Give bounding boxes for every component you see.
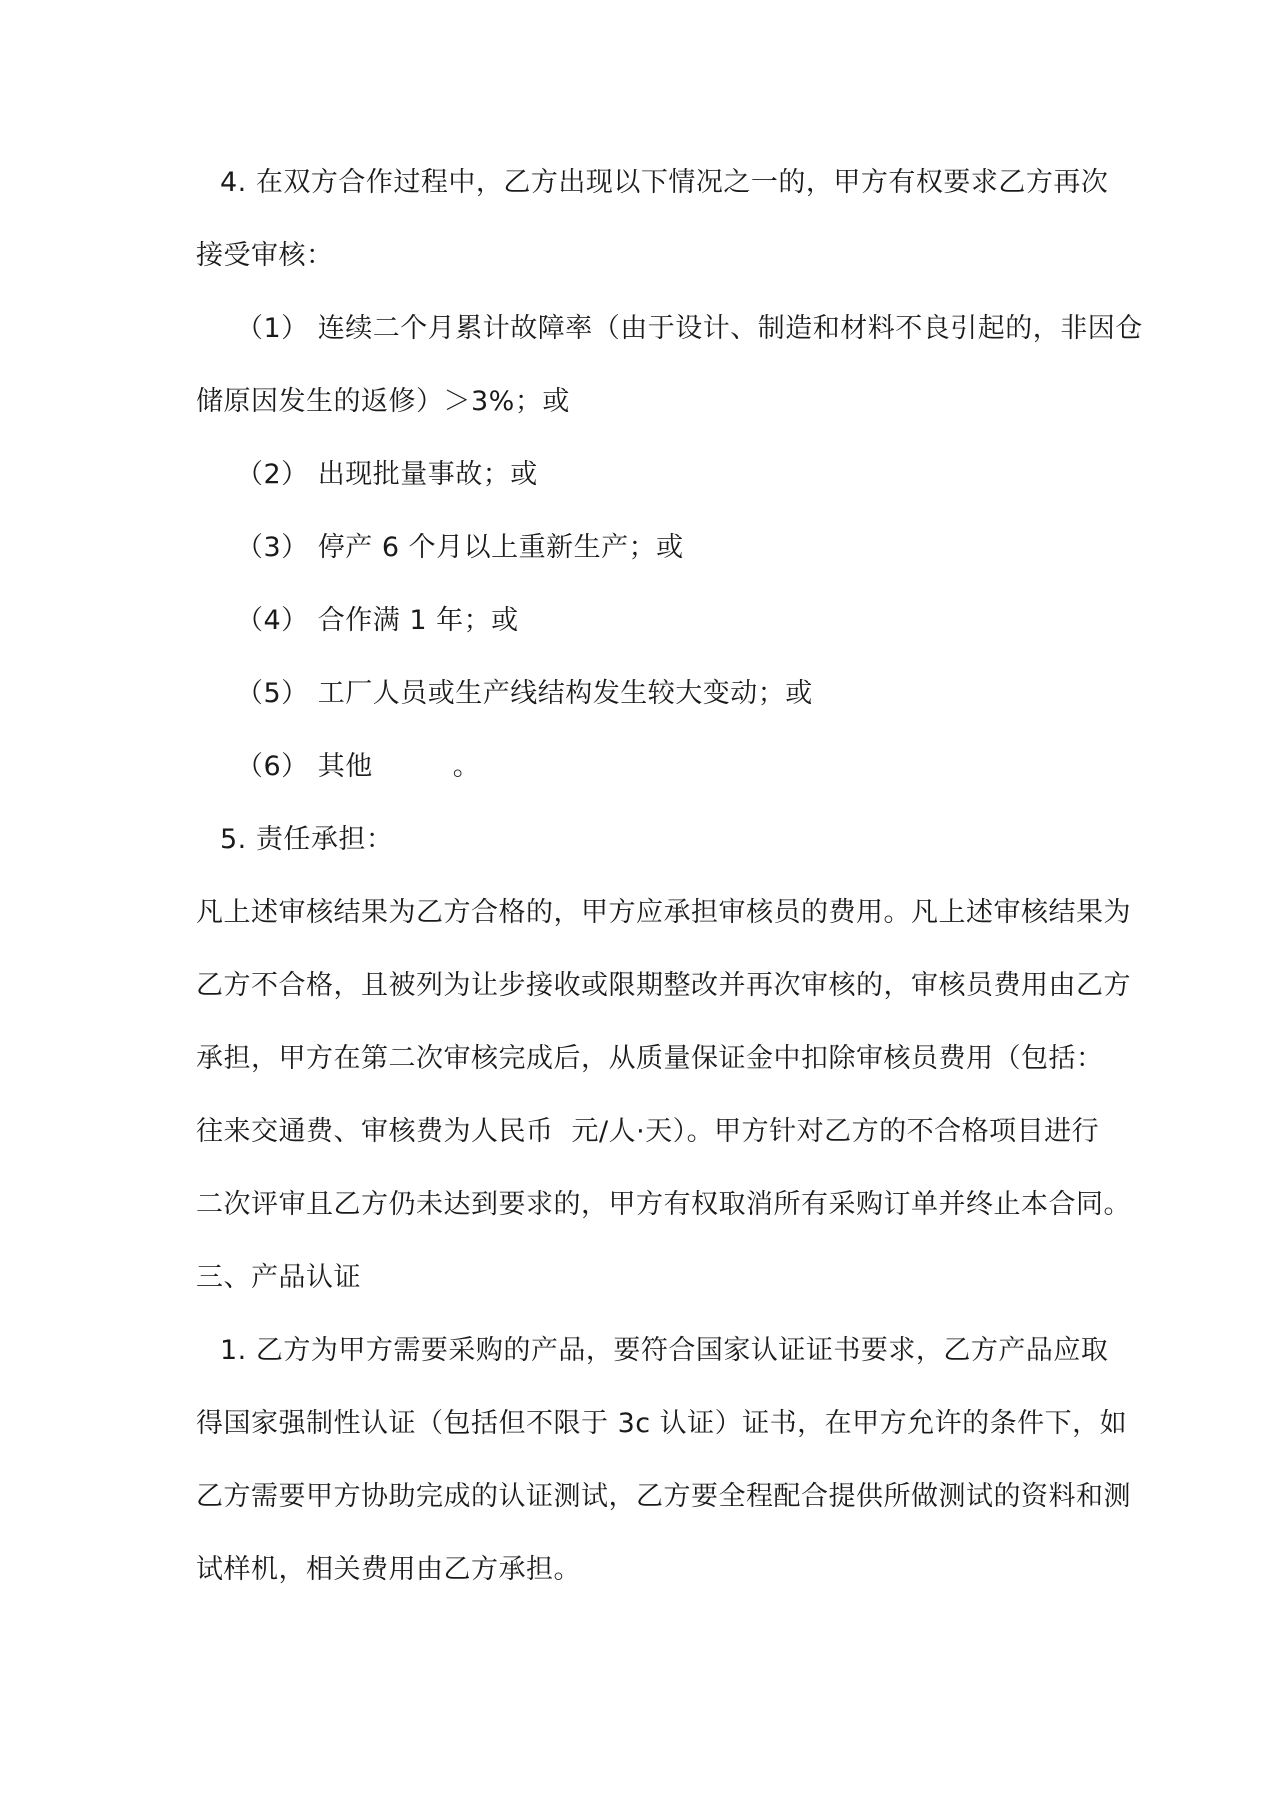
sub-item-6-suffix: 。 — [452, 751, 481, 782]
item-5-paragraph-line-1: 凡上述审核结果为乙方合格的，甲方应承担审核员的费用。凡上述审核结果为 — [196, 897, 1131, 928]
item-5-paragraph-line-2: 乙方不合格，且被列为让步接收或限期整改并再次审核的，审核员费用由乙方 — [196, 970, 1131, 1001]
sub-item-4: （4） 合作满 1 年；或 — [236, 605, 519, 636]
section-3-item-1-line-1: 1. 乙方为甲方需要采购的产品，要符合国家认证证书要求，乙方产品应取 — [220, 1335, 1109, 1366]
item-5-paragraph-line-4 — [196, 1114, 1099, 1150]
item-5-paragraph-line-3: 承担，甲方在第二次审核完成后，从质量保证金中扣除审核员费用（包括： — [196, 1043, 1104, 1074]
section-3-item-1-line-3: 乙方需要甲方协助完成的认证测试，乙方要全程配合提供所做测试的资料和测 — [196, 1481, 1131, 1512]
section-3-title: 三、产品认证 — [196, 1262, 361, 1293]
item-5-title: 5. 责任承担： — [220, 824, 394, 855]
sub-item-6-prefix: （6） 其他 — [236, 751, 373, 782]
item-4-line-2: 接受审核： — [196, 240, 334, 271]
sub-item-1-line-1: （1） 连续二个月累计故障率（由于设计、制造和材料不良引起的，非因仓 — [236, 313, 1143, 344]
sub-item-3: （3） 停产 6 个月以上重新生产；或 — [236, 532, 684, 563]
item-4-line-1: 4. 在双方合作过程中，乙方出现以下情况之一的，甲方有权要求乙方再次 — [220, 167, 1109, 198]
sub-item-2: （2） 出现批量事故；或 — [236, 459, 538, 490]
item-5-line-4-part-b: 元/人·天）。甲方针对乙方的不合格项目进行 — [571, 1116, 1100, 1147]
section-3-item-1-line-4: 试样机，相关费用由乙方承担。 — [196, 1554, 581, 1585]
sub-item-6 — [236, 749, 480, 785]
sub-item-1-line-2: 储原因发生的返修）＞3%；或 — [196, 386, 570, 417]
item-5-line-4-part-a: 往来交通费、审核费为人民币 — [196, 1116, 554, 1147]
sub-item-5: （5） 工厂人员或生产线结构发生较大变动；或 — [236, 678, 813, 709]
item-5-paragraph-line-5: 二次评审且乙方仍未达到要求的，甲方有权取消所有采购订单并终止本合同。 — [196, 1189, 1131, 1220]
section-3-item-1-line-2: 得国家强制性认证（包括但不限于 3c 认证）证书，在甲方允许的条件下，如 — [196, 1408, 1128, 1439]
